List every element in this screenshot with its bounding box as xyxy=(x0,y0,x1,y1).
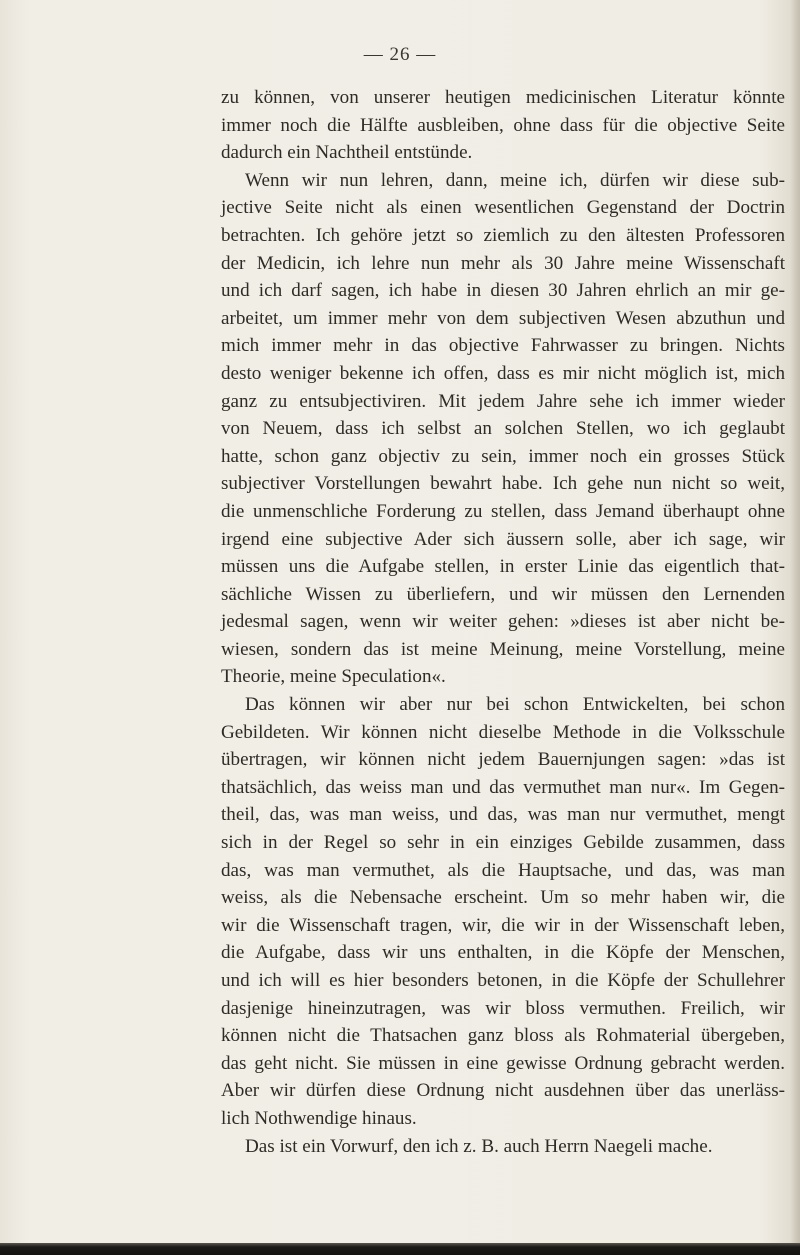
text-line: irgend eine subjective Ader sich äussern solle, aber ich sage, wir xyxy=(221,528,785,550)
text-line: theil, das, was man weiss, und das, was man nur vermuthet, mengt xyxy=(221,804,785,826)
text-line: Wenn wir nun lehren, dann, meine ich, dürfen wir diese sub- xyxy=(245,169,785,191)
text-line: müssen uns die Aufgabe stellen, in erster Linie das eigentlich that- xyxy=(221,556,785,578)
text-line: betrachten. Ich gehöre jetzt so ziemlich zu den ältesten Professoren xyxy=(221,224,785,246)
text-line: arbeitet, um immer mehr von dem subjectiven Wesen abzuthun und xyxy=(221,307,785,329)
text-line: hatte, schon ganz objectiv zu sein, immer noch ein grosses Stück xyxy=(221,445,785,467)
text-line: mich immer mehr in das objective Fahrwasser zu bringen. Nichts xyxy=(221,335,785,357)
text-line: immer noch die Hälfte ausbleiben, ohne dass für die objective Seite xyxy=(221,114,785,136)
text-line: das, was man vermuthet, als die Hauptsache, und das, was man xyxy=(221,859,785,881)
text-line: übertragen, wir können nicht jedem Bauernjungen sagen: »das ist xyxy=(221,749,785,771)
text-line: sächliche Wissen zu überliefern, und wir müssen den Lernenden xyxy=(221,583,785,605)
text-line: jective Seite nicht als einen wesentlichen Gegenstand der Doctrin xyxy=(221,197,785,219)
text-line: wir die Wissenschaft tragen, wir, die wir in der Wissenschaft leben, xyxy=(221,914,785,936)
text-line: Das ist ein Vorwurf, den ich z. B. auch Herrn Naegeli mache. xyxy=(245,1135,713,1157)
text-line: und ich will es hier besonders betonen, in die Köpfe der Schullehrer xyxy=(221,970,785,991)
text-line: weiss, als die Nebensache erscheint. Um so mehr haben wir, die xyxy=(221,887,785,909)
text-line: sich in der Regel so sehr in ein einziges Gebilde zusammen, dass xyxy=(221,832,785,854)
text-line: der Medicin, ich lehre nun mehr als 30 Jahre meine Wissenschaft xyxy=(221,252,785,274)
text-line: Theorie, meine Speculation«. xyxy=(221,666,446,688)
text-line: und ich darf sagen, ich habe in diesen 30 Jahren ehrlich an mir ge- xyxy=(221,280,785,302)
text-line: dasjenige hineinzutragen, was wir bloss vermuthen. Freilich, wir xyxy=(221,997,785,1019)
text-line: ganz zu entsubjectiviren. Mit jedem Jahre sehe ich immer wieder xyxy=(221,390,785,412)
scan-bottom-edge xyxy=(0,1243,800,1255)
text-line: wiesen, sondern das ist meine Meinung, meine Vorstellung, meine xyxy=(221,638,785,660)
text-line: Gebildeten. Wir können nicht dieselbe Methode in die Volksschule xyxy=(221,721,785,743)
text-line: die Aufgabe, dass wir uns enthalten, in die Köpfe der Menschen, xyxy=(221,942,785,964)
text-line: thatsächlich, das weiss man und das vermuthet man nur«. Im Gegen- xyxy=(221,776,785,798)
text-line: Aber wir dürfen diese Ordnung nicht ausdehnen über das unerläss- xyxy=(221,1080,785,1102)
text-line: das geht nicht. Sie müssen in eine gewisse Ordnung gebracht werden. xyxy=(221,1052,785,1074)
text-line: von Neuem, dass ich selbst an solchen Stellen, wo ich geglaubt xyxy=(221,418,785,440)
text-line: dadurch ein Nachtheil entstünde. xyxy=(221,142,473,164)
text-line: können nicht die Thatsachen ganz bloss als Rohmaterial übergeben, xyxy=(221,1025,785,1047)
text-line: lich Nothwendige hinaus. xyxy=(221,1107,417,1129)
body-text xyxy=(221,84,785,1160)
text-line: die unmenschliche Forderung zu stellen, dass Jemand überhaupt ohne xyxy=(221,500,785,522)
page-edge-shadow xyxy=(790,0,800,1255)
text-line: subjectiver Vorstellungen bewahrt habe. Ich gehe nun nicht so weit, xyxy=(221,473,785,495)
text-line: desto weniger bekenne ich offen, dass es mir nicht möglich ist, mich xyxy=(221,362,785,384)
page-number: — 26 — xyxy=(363,44,437,65)
text-line: jedesmal sagen, wenn wir weiter gehen: »dieses ist aber nicht be- xyxy=(221,611,785,633)
text-line: zu können, von unserer heutigen medicinischen Literatur könnte xyxy=(221,87,785,108)
text-line: Das können wir aber nur bei schon Entwickelten, bei schon xyxy=(245,694,785,716)
